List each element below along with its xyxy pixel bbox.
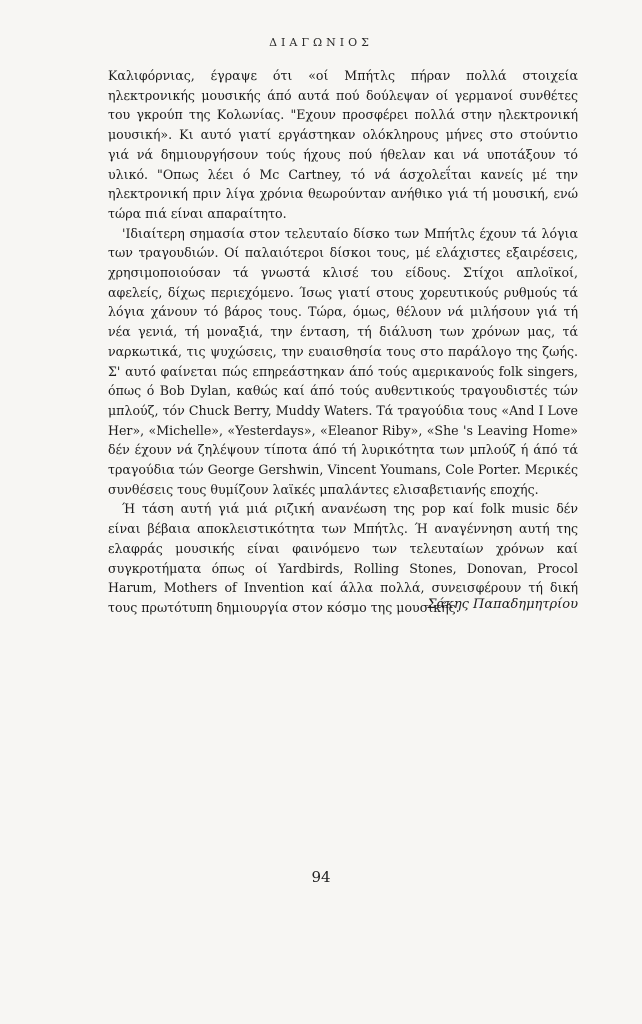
article-body [108,66,578,618]
author-signature: Σάκης Παπαδημητρίου [427,597,578,612]
page-number: 94 [311,868,331,886]
paragraph-1: Καλιφόρνιας, έγραψε ότι «οί Μπήτλς πήραν πολλά στοιχεία ηλεκτρονικής μουσικής άπό αυτά πού δούλεψαν οί γερμανοί συνθέτες του γκρούπ της Κολωνίας. "Εχουν προσφέρει πολλά στην ηλεκτρονική μουσική». Κι αυτό γιατί εργάστηκαν ολόκληρους μήνες στο στούντιο γιά νά δημιουργήσουν τούς ήχους πού ήθελαν και νά υποτάξουν τό υλικό. "Οπως λέει ό Mc Cartney, τό νά άσχολεΐται κανείς μέ την ηλεκτρονική πριν λίγα χρόνια θεωρούνταν ανήθικο γιά τή μουσική, ενώ τώρα πιά είναι απαραίτητο. [108,68,578,221]
running-head: ΔΙΑΓΩΝΙΟΣ [269,36,373,49]
paragraph-2: 'Ιδιαίτερη σημασία στον τελευταίο δίσκο των Μπήτλς έχουν τά λόγια των τραγουδιών. Οί παλαιότεροι δίσκοι τους, μέ ελάχιστες εξαιρέσεις, χρησιμοποιούσαν τά γνωστά κλισέ του είδους. Στίχοι απλοϊκοί, αφελείς, δίχως περιεχόμενο. Ίσως γιατί στους χορευτικούς ρυθμούς τά λόγια χάνουν τό βάρος τους. Τώρα, όμως, θέλουν νά μιλήσουν γιά τή νέα γενιά, τή μοναξιά, την ένταση, τή διάλυση των χρόνων μας, τά ναρκωτικά, τις ψυχώσεις, την ευαισθησία τους στο παράλογο της ζωής. Σ' αυτό φαίνεται πώς επηρεάστηκαν άπό τούς αμερικανούς folk singers, όπως ό Bob Dylan, καθώς καί άπό τούς αυθεντικούς τραγουδιστές τών μπλούζ, τόν Chuck Berry, Muddy Waters. Τά τραγούδια τους «And I Love Her», «Michelle», «Yesterdays», «Eleanor Riby», «She 's Leaving Home» δέν έχουν νά ζηλέψουν τίποτα άπό τή λυρικότητα των μπλούζ ή άπό τά τραγούδια τών George Gershwin, Vincent Youmans, Cole Porter. Μερικές συνθέσεις τους θυμίζουν λαϊκές μπαλάντες ελισαβετιανής εποχής. [108,225,578,497]
paragraph-3: Ή τάση αυτή γιά μιά ριζική ανανέωση της pop καί folk music δέν είναι βέβαια αποκλειστικότητα των Μπήτλς. Ή αναγέννηση αυτή της ελαφράς μουσικής είναι φαινόμενο των τελευταίων χρόνων καί συγκροτήματα όπως οί Yardbirds, Rolling Stones, Donovan, Procol Harum, Mothers of Invention καί άλλα πολλά, συνεισφέρουν τή δική τους πρωτότυπη δημιουργία στον κόσμο της μουσικής. [108,501,578,615]
